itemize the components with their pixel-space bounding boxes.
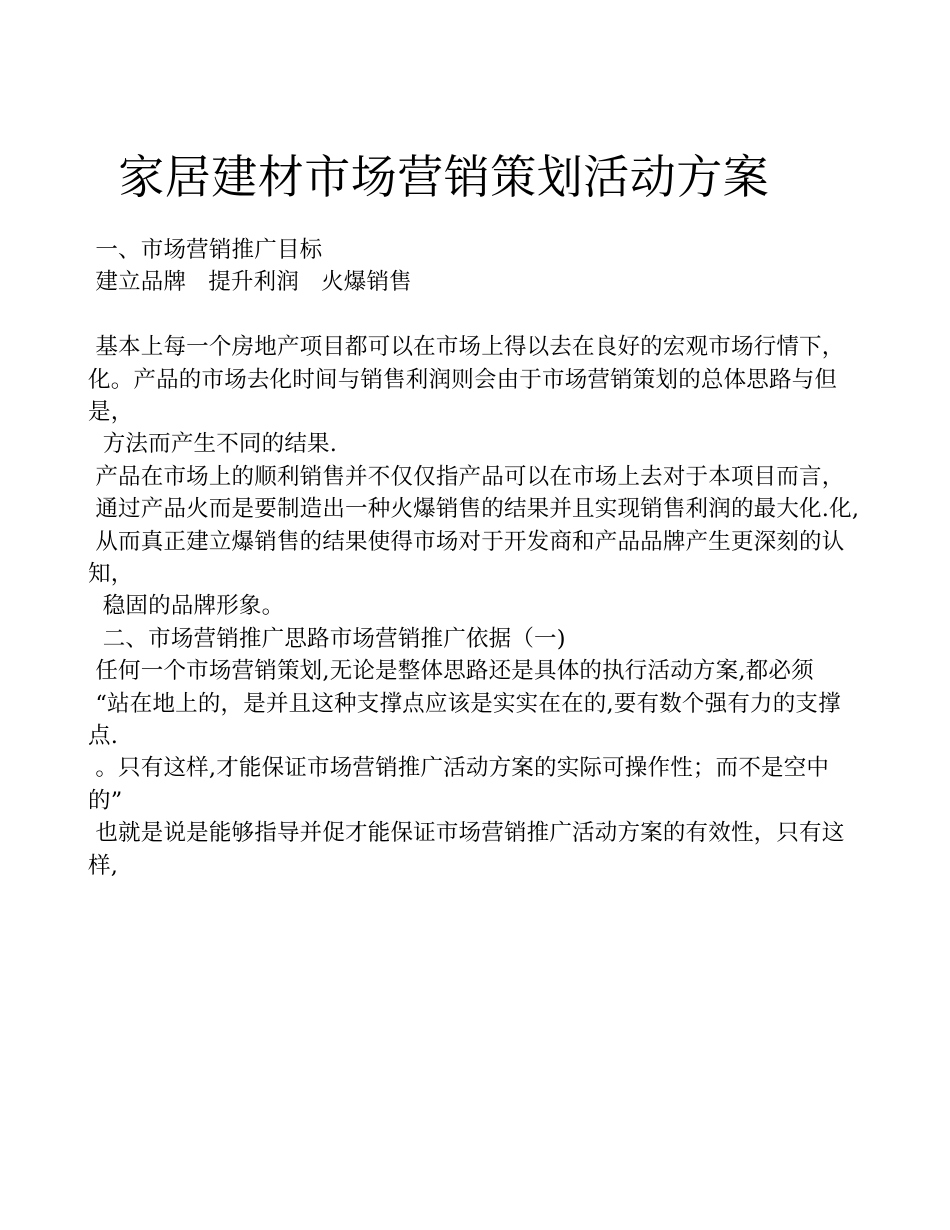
paragraph-line: 通过产品火而是要制造出一种火爆销售的结果并且实现销售利润的最大化.化, — [88, 496, 860, 523]
paragraph-line: 产品在市场上的顺利销售并不仅仅指产品可以在市场上去对于本项目而言， — [88, 463, 845, 490]
paragraph-line: 稳固的品牌形象。 — [88, 593, 285, 620]
paragraph-line: 也就是说是能够指导并促才能保证市场营销推广活动方案的有效性，只有这样, — [88, 820, 845, 879]
paragraph-line: 基本上每一个房地产项目都可以在市场上得以去在良好的宏观市场行情下， — [88, 334, 845, 361]
paragraph-line: 化。产品的市场去化时间与销售利润则会由于市场营销策划的总体思路与但是， — [88, 366, 838, 426]
document-page — [88, 148, 860, 882]
paragraph-line: 一、市场营销推广目标 — [88, 237, 323, 263]
section-heading: 二、市场营销推广思路市场营销推广依据（一) — [88, 625, 566, 652]
document-body — [88, 234, 860, 882]
paragraph-line: “站在地上的，是并且这种支撑点应该是实实在在的,要有数个强有力的支撑点. — [88, 690, 841, 750]
blank-line — [88, 299, 860, 331]
paragraph-line: 从而真正建立爆销售的结果使得市场对于开发商和产品品牌产生更深刻的认知， — [88, 528, 845, 588]
paragraph-line: 。只有这样,才能保证市场营销推广活动方案的实际可操作性；而不是空中的” — [88, 755, 830, 814]
document-title: 家居建材市场营销策划活动方案 — [88, 150, 770, 204]
paragraph-line: 方法而产生不同的结果. — [88, 431, 338, 458]
paragraph-line: 建立品牌 提升利润 火爆销售 — [88, 269, 412, 296]
paragraph-line: 任何一个市场营销策划,无论是整体思路还是具体的执行活动方案,都必须 — [88, 658, 814, 685]
